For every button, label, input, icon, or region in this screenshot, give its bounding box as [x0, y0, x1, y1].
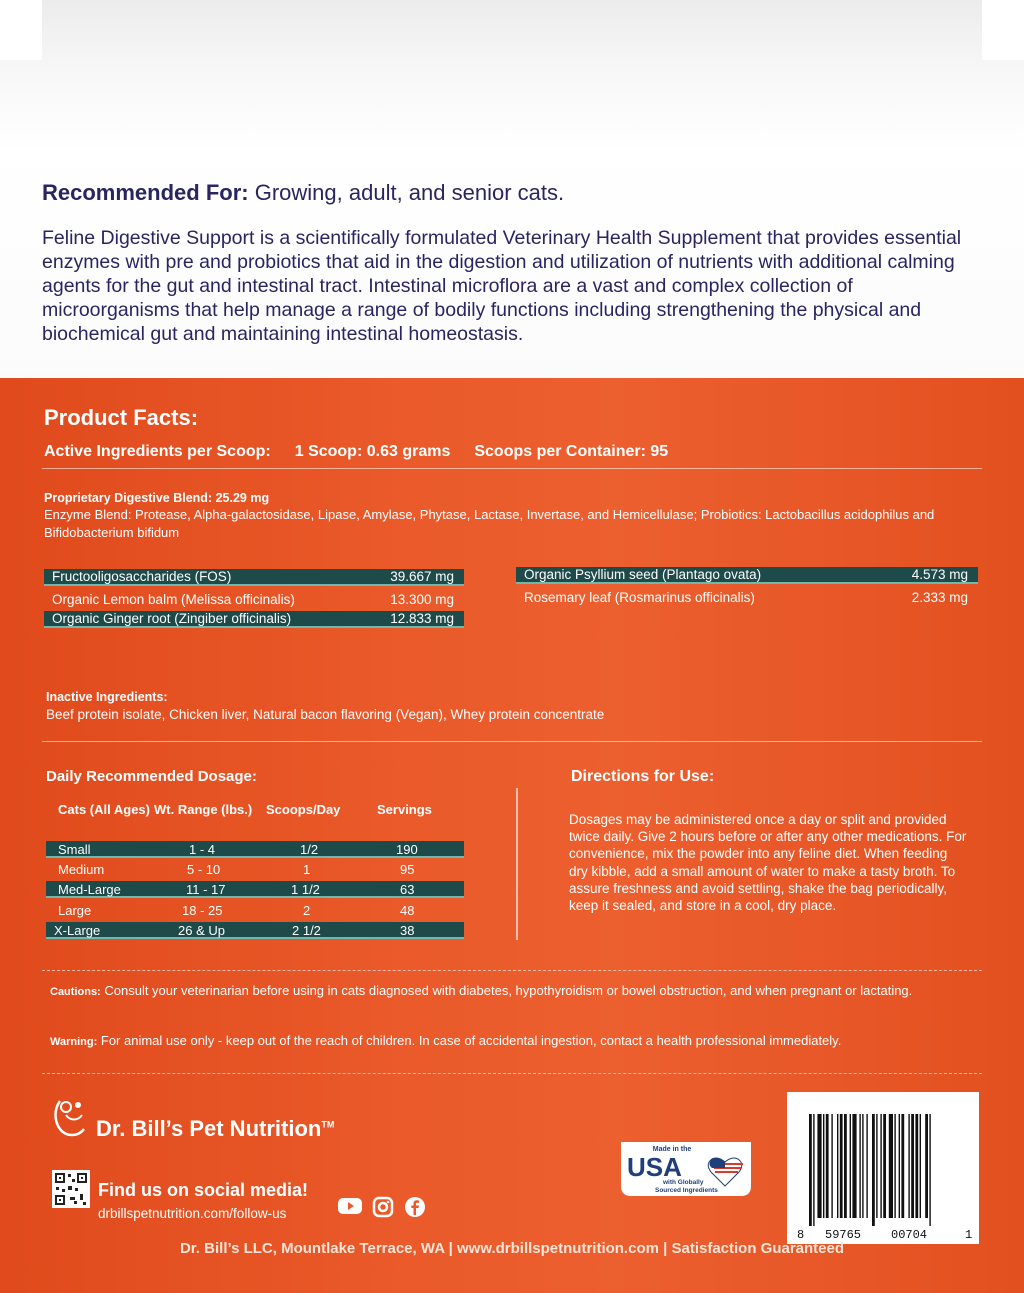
barcode-bar	[840, 1114, 843, 1218]
dosage-header: Cats (All Ages)	[58, 802, 150, 817]
dosage-cell: X-Large	[54, 923, 101, 938]
social-icons	[338, 1196, 426, 1218]
barcode-bar	[920, 1114, 921, 1218]
divider	[42, 970, 982, 971]
barcode-bar	[915, 1114, 918, 1218]
badge-sub2: Sourced Ingredients	[655, 1187, 718, 1194]
dosage-header: Servings	[377, 802, 432, 817]
cautions-text: Consult your veterinarian before using in cats diagnosed with diabetes, hypothyroidism or bowel obstruction, and when pregnant or lactating.	[104, 983, 913, 998]
barcode-bar	[809, 1114, 812, 1226]
dosage-cell: 95	[400, 862, 415, 877]
dosage-cell: 48	[400, 903, 415, 918]
cautions-label: Cautions:	[50, 986, 101, 998]
bag-seal-left	[0, 0, 42, 60]
product-facts-title: Product Facts:	[44, 405, 199, 430]
barcode-bar	[866, 1114, 867, 1218]
ingredient-row	[44, 569, 464, 586]
divider	[42, 1073, 982, 1074]
dosage-cell: 26 & Up	[178, 923, 225, 938]
scoop-size: 1 Scoop: 0.63 grams	[294, 443, 451, 460]
bag-seal-right	[982, 0, 1024, 60]
dosage-row	[46, 922, 464, 939]
barcode-digit: 59765	[825, 1228, 862, 1242]
barcode-bar	[872, 1114, 875, 1226]
warning	[50, 1033, 980, 1050]
ingredient-amount: 2.333 mg	[911, 590, 968, 605]
barcode-bar	[894, 1114, 895, 1218]
barcode-bar	[844, 1114, 847, 1218]
scoops-per-container: Scoops per Container: 95	[474, 443, 669, 460]
ingredient-row	[44, 611, 464, 628]
social-url[interactable]: drbillspetnutrition.com/follow-us	[98, 1206, 287, 1221]
barcode-bar	[889, 1114, 893, 1218]
brand-name	[96, 1116, 334, 1142]
barcode-bars-icon	[787, 1092, 979, 1244]
barcode-bar	[899, 1114, 900, 1218]
ingredient-row	[44, 591, 464, 608]
brand-name-text: Dr. Bill’s Pet Nutrition	[96, 1116, 322, 1141]
dosage-cell: Small	[58, 842, 91, 857]
qr-code-icon	[52, 1170, 90, 1208]
dosage-cell: 190	[396, 842, 418, 857]
barcode-bar	[880, 1114, 881, 1218]
barcode-bar	[852, 1114, 856, 1218]
blend-text: Enzyme Blend: Protease, Alpha-galactosidase, Lipase, Amylase, Phytase, Lactase, Invertase, and Hemicellulase; Probiotics: Lactobacillus acidophilus and Bifidobacterium bifidum	[44, 507, 935, 540]
ingredient-amount: 13.300 mg	[390, 592, 454, 607]
ingredient-row	[516, 567, 978, 584]
dosage-cell: Medium	[58, 862, 105, 877]
barcode-digit: 00704	[891, 1228, 928, 1242]
ingredient-name: Organic Ginger root (Zingiber officinalis)	[52, 611, 292, 626]
cautions	[50, 983, 980, 1000]
warning-text: For animal use only - keep out of the reach of children. In case of accidental ingestion, contact a health professional immediately.	[100, 1033, 842, 1048]
ingredient-name: Organic Psyllium seed (Plantago ovata)	[524, 567, 762, 582]
dosage-cell: 63	[400, 882, 415, 897]
dosage-cell: 2 1/2	[292, 923, 321, 938]
barcode-bar	[850, 1114, 851, 1218]
footer-text: Dr. Bill’s LLC, Mountlake Terrace, WA | www.drbillspetnutrition.com | Satisfaction Guaranteed	[179, 1240, 845, 1257]
barcode-bar	[862, 1114, 863, 1218]
dosage-row	[46, 902, 464, 919]
barcode-bar	[911, 1114, 914, 1218]
ingredient-amount: 39.667 mg	[390, 569, 454, 584]
dosage-cell: 11 - 17	[186, 882, 226, 897]
dosage-row	[46, 881, 464, 898]
barcode-bar	[925, 1114, 928, 1218]
product-facts-summary	[44, 443, 668, 461]
ingredient-amount: 12.833 mg	[390, 611, 454, 626]
barcode-bar	[826, 1114, 829, 1218]
dosage-cell: 18 - 25	[182, 903, 223, 918]
ingredient-name: Fructooligosaccharides (FOS)	[52, 569, 232, 584]
inactive-ingredients-title: Inactive Ingredients:	[46, 690, 168, 704]
dosage-cell: 1/2	[300, 842, 319, 857]
directions-title: Directions for Use:	[571, 768, 715, 785]
product-description: Feline Digestive Support is a scientifically formulated Veterinary Health Supplement that provides essential enzymes with pre and probiotics that aid in the digestion and utilization of nutrients with additional calming agents for the gut and intestinal tract. Intestinal microflora are a vast and complex collection of microorganisms that help manage a range of bodily functions including strengthening the physical and biochemical gut and maintaining intestinal homeostasis.	[42, 227, 962, 345]
recommended-label: Recommended For:	[42, 180, 249, 205]
dosage-header: Wt. Range (lbs.)	[154, 802, 253, 817]
dosage-cell: 38	[400, 923, 415, 938]
ingredient-name: Organic Lemon balm (Melissa officinalis)	[52, 592, 295, 607]
dosage-cell: 5 - 10	[187, 862, 221, 877]
blend-title: Proprietary Digestive Blend: 25.29 mg	[44, 491, 270, 505]
barcode-bar	[908, 1114, 909, 1218]
brand-logo-icon	[52, 1095, 90, 1139]
barcode-bar	[823, 1114, 824, 1218]
dosage-cell: 1 - 4	[189, 842, 216, 857]
dosage-header: Scoops/Day	[266, 802, 341, 817]
recommended-value: Growing, adult, and senior cats.	[254, 180, 565, 205]
barcode	[787, 1092, 979, 1244]
instagram-icon[interactable]	[372, 1196, 394, 1218]
dosage-cell: 1	[303, 862, 311, 877]
ingredient-amount: 4.573 mg	[911, 567, 968, 582]
divider	[42, 741, 982, 742]
directions-text: Dosages may be administered once a day or split and provided twice daily. Give 2 hours before or after any other medications. For convenience, mix the powder into any feline diet. When feeding dry kibble, add a small amount of water to make a tasty broth. To assure freshness and avoid settling, shake the bag periodically, keep it sealed, and store in a cool, dry place.	[569, 812, 967, 914]
ingredient-row	[516, 589, 978, 606]
barcode-bar	[876, 1114, 877, 1218]
active-ingredients-label: Active Ingredients per Scoop:	[44, 443, 271, 460]
recommended-section	[42, 180, 992, 346]
dosage-row	[46, 841, 464, 858]
barcode-bar	[901, 1114, 904, 1218]
barcode-digit: 1	[965, 1228, 973, 1242]
ingredient-name: Rosemary leaf (Rosmarinus officinalis)	[524, 590, 755, 605]
warning-label: Warning:	[50, 1036, 98, 1048]
facebook-icon[interactable]	[404, 1196, 426, 1218]
made-in-usa-badge	[617, 1138, 755, 1200]
badge-usa-text: USA	[627, 1152, 682, 1182]
inactive-ingredients-text: Beef protein isolate, Chicken liver, Natural bacon flavoring (Vegan), Whey protein concentrate	[46, 707, 605, 722]
barcode-bar	[929, 1114, 930, 1226]
barcode-bar	[883, 1114, 886, 1218]
trademark: TM	[321, 1119, 335, 1130]
youtube-icon[interactable]	[338, 1196, 362, 1216]
divider	[516, 788, 518, 940]
barcode-bar	[813, 1114, 814, 1226]
dosage-cell: Med-Large	[58, 882, 121, 897]
dosage-cell: 2	[303, 903, 311, 918]
dosage-cell: 1 1/2	[291, 882, 320, 897]
barcode-bar	[859, 1114, 860, 1218]
dosage-title: Daily Recommended Dosage:	[46, 768, 257, 785]
barcode-bar	[817, 1114, 821, 1218]
dosage-row	[46, 861, 464, 878]
barcode-bar	[837, 1114, 838, 1218]
divider	[42, 468, 982, 469]
dosage-cell: Large	[58, 903, 92, 918]
barcode-bar	[831, 1114, 832, 1218]
badge-sub1: with Globally	[663, 1179, 704, 1186]
barcode-digit: 8	[797, 1228, 805, 1242]
social-title: Find us on social media!	[98, 1180, 309, 1200]
badge-top-text: Made in the	[652, 1146, 692, 1153]
